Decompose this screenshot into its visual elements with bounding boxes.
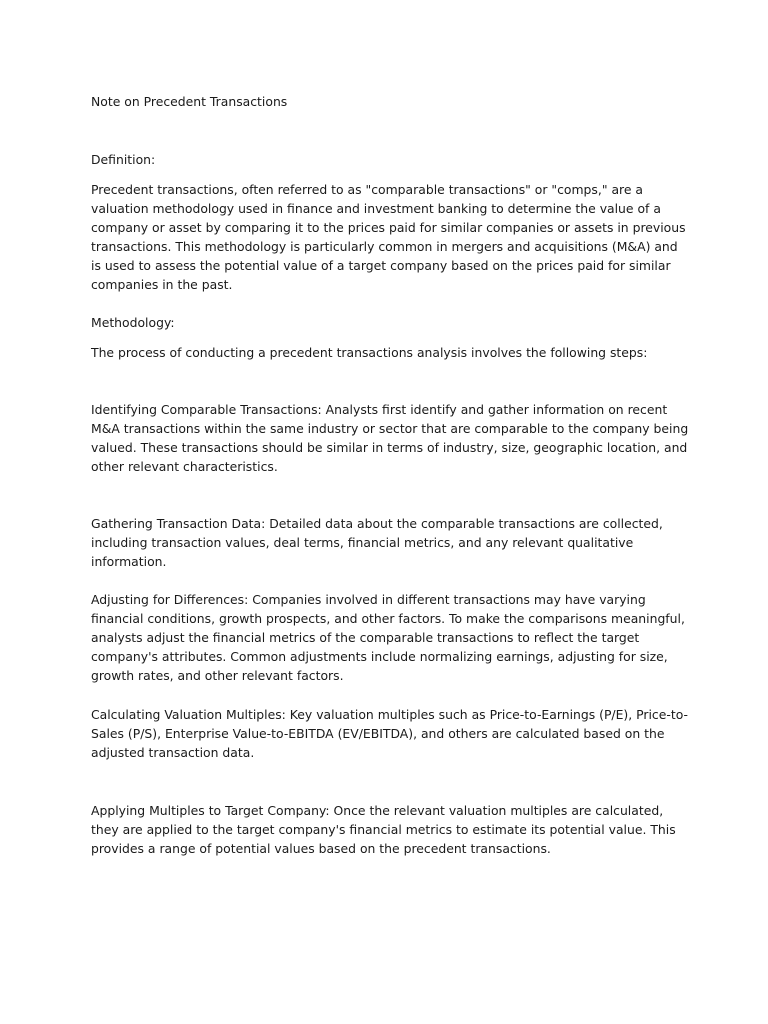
document-title: Note on Precedent Transactions: [91, 94, 288, 109]
step-gathering-transaction-data: Gathering Transaction Data: Detailed data about the comparable transactions are collected, including transaction values, deal terms, financial metrics, and any relevant qualitative information.: [91, 516, 663, 569]
step-identifying-comparable-transactions: Identifying Comparable Transactions: Analysts first identify and gather information on recent M&A transactions within the same industry or sector that are comparable to the company being valued. These transactions should be similar in terms of industry, size, geographic location, and other relevant characteristics.: [91, 402, 689, 474]
methodology-heading: Methodology:: [91, 315, 175, 330]
step-applying-multiples-to-target: Applying Multiples to Target Company: Once the relevant valuation multiples are calculated, they are applied to the target company's financial metrics to estimate its potential value. This provides a range of potential values based on the precedent transactions.: [91, 803, 676, 856]
step-adjusting-for-differences: Adjusting for Differences: Companies involved in different transactions may have varying financial conditions, growth prospects, and other factors. To make the comparisons meaningful, analysts adjust the financial metrics of the comparable transactions to reflect the target company's attributes. Common adjustments include normalizing earnings, adjusting for size, growth rates, and other relevant factors.: [91, 592, 685, 683]
definition-heading: Definition:: [91, 152, 156, 167]
methodology-intro: The process of conducting a precedent transactions analysis involves the following steps:: [91, 345, 648, 360]
step-calculating-valuation-multiples: Calculating Valuation Multiples: Key valuation multiples such as Price-to-Earnings (P/E), Price-to-Sales (P/S), Enterprise Value-to-EBITDA (EV/EBITDA), and others are calculated based on the adjusted transaction data.: [91, 707, 688, 760]
definition-paragraph: Precedent transactions, often referred to as "comparable transactions" or "comps," are a valuation methodology used in finance and investment banking to determine the value of a company or asset by comparing it to the prices paid for similar companies or assets in previous transactions. This methodology is particularly common in mergers and acquisitions (M&A) and is used to assess the potential value of a target company based on the prices paid for similar companies in the past.: [91, 182, 686, 292]
